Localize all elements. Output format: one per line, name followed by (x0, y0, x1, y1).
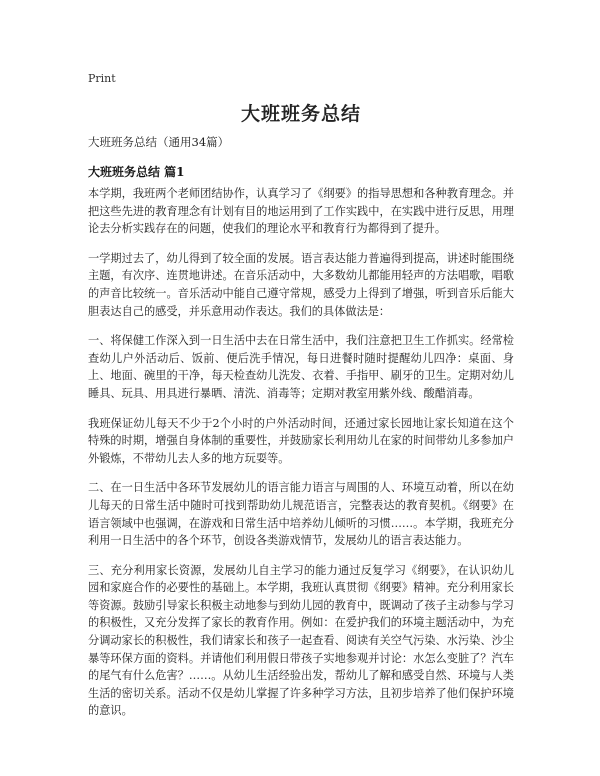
document-title: 大班班务总结 (240, 103, 361, 125)
paragraph-6: 三、充分利用家长资源，发展幼儿自主学习的能力通过反复学习《纲要》，在认识幼儿园和家庭合作的必要性的基础上。本学期，我班认真贯彻《纲要》精神。充分利用家长等资源。鼓励引导家长积极主动地参与到幼儿园的教育中，既调动了孩子主动参与学习的积极性，又充分发挥了家长的教育作用。例如：在爱护我们的环境主题活动中，为充分调动家长的积极性，我们请家长和孩子一起查看、阅读有关空气污染、水污染、沙尘暴等环保方面的资料。并请他们利用假日带孩子实地参观并讨论：水怎么变脏了？汽车的尾气有什么危害？……。从幼儿生活经验出发，帮幼儿了解和感受自然、环境与人类生活的密切关系。活动不仅是幼儿掌握了许多种学习方法，且初步培养了他们保护环境的意识。 (88, 563, 514, 718)
document-body (88, 185, 514, 732)
paragraph-3: 一、将保健工作深入到一日生活中去在日常生活中，我们注意把卫生工作抓实。经常检查幼儿户外活动后、饭前、便后洗手情况，每日进餐时随时提醒幼儿四净：桌面、身上、地面、碗里的干净，每天检查幼儿洗发、衣着、手指甲、刷牙的卫生。定期对幼儿睡具、玩具、用具进行暴晒、清洗、消毒等；定期对教室用紫外线、酸醋消毒。 (88, 334, 514, 400)
paragraph-1: 本学期，我班两个老师团结协作，认真学习了《纲要》的指导思想和各种教育理念。并把这些先进的教育理念有计划有目的地运用到了工作实践中，在实践中进行反思，用理论去分析实践存在的问题，使我们的理论水平和教育行为都得到了提升。 (88, 187, 514, 236)
section-heading: 大班班务总结 篇1 (88, 165, 185, 179)
print-label: Print (88, 72, 116, 85)
paragraph-4: 我班保证幼儿每天不少于2个小时的户外活动时间，还通过家长园地让家长知道在这个特殊的时期，增强自身体制的重要性，并鼓励家长利用幼儿在家的时间带幼儿多参加户外锻炼，不带幼儿去人多的地方玩耍等。 (88, 416, 514, 465)
document-subtitle: 大班班务总结（通用34篇） (88, 135, 230, 149)
paragraph-5: 二、在一日生活中各环节发展幼儿的语言能力语言与周围的人、环境互动着，所以在幼儿每天的日常生活中随时可找到帮助幼儿规范语言，完整表达的教育契机。《纲要》在语言领域中也强调，在游戏和日常生活中培养幼儿倾听的习惯……。本学期，我班充分利用一日生活中的各个环节，创设各类游戏情节，发展幼儿的语言表达能力。 (88, 481, 514, 548)
paragraph-2: 一学期过去了，幼儿得到了较全面的发展。语言表达能力普遍得到提高，讲述时能围绕主题，有次序、连贯地讲述。在音乐活动中，大多数幼儿都能用轻声的方法唱歌，唱歌的声音比较统一。音乐活动中能自己遵守常规，感受力上得到了增强，听到音乐后能大胆表达自己的感受，并乐意用动作表达。我们的具体做法是： (88, 251, 514, 318)
